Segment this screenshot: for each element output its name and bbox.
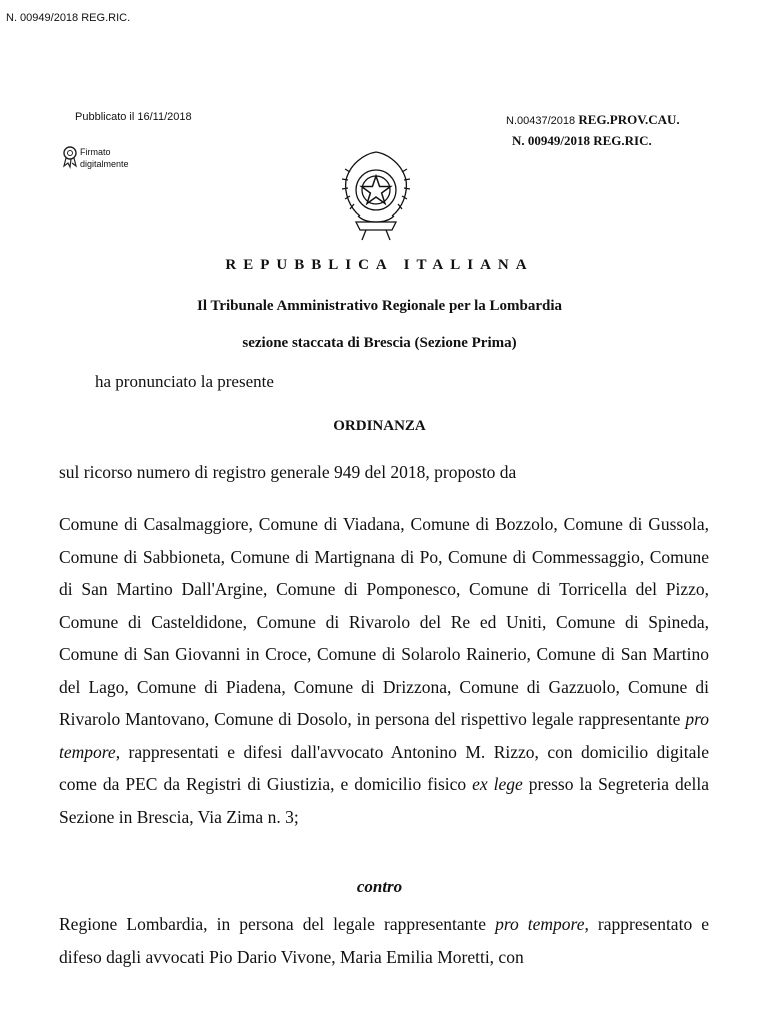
appellants-text-3: presso la Segreteria della Sezione in Brescia, Via Zima n. 3; xyxy=(59,774,710,827)
reg-ric-line xyxy=(506,131,680,151)
reg-prov-label: REG.PROV.CAU. xyxy=(578,112,680,127)
document-type: ORDINANZA xyxy=(333,418,426,434)
signature-line-1: Firmato xyxy=(80,147,111,157)
pro-tempore-italic: pro tempore xyxy=(59,709,710,762)
tribunal-heading: Il Tribunale Amministrativo Regionale per la Lombardia xyxy=(196,298,563,314)
appellants-text-1: Comune di Casalmaggiore, Comune di Viadana, Comune di Bozzolo, Comune di Gussola, Comune di Sabbioneta, Comune di Martignana di Po, Comune di Commessaggio, Comune di San Martino Dall'Argine, Comune di Pomponesco, Comune di Torricella del Pizzo, Comune di Casteldidone, Comune di Rivarolo del Re ed Uniti, Comune di Spineda, Comune di San Giovanni in Croce, Comune di Solarolo Rainerio, Comune di San Martino del Lago, Comune di Piadena, Comune di Drizzona, Comune di Gazzuolo, Comune di Rivarolo Mantovano, Comune di Dosolo, in persona del rispettivo legale rappresentante xyxy=(59,514,709,729)
republic-heading: REPUBBLICA ITALIANA xyxy=(225,257,534,273)
ex-lege-italic: ex lege xyxy=(472,774,523,794)
contro-heading: contro xyxy=(356,877,403,896)
pronounced-line: ha pronunciato la presente xyxy=(95,372,274,391)
respondent-paragraph xyxy=(59,908,709,973)
respondent-pro-tempore-italic: pro tempore xyxy=(495,914,585,934)
italian-republic-emblem-icon xyxy=(336,146,416,244)
reg-ric: N. 00949/2018 REG.RIC. xyxy=(512,133,652,148)
respondent-text-2: , rappresentato e difeso dagli avvocati Pio Dario Vivone, Maria Emilia Moretti, con xyxy=(59,914,710,967)
reg-prov-line: N.00437/2018 REG.PROV.CAU. xyxy=(506,112,680,127)
digital-signature-label xyxy=(80,146,129,170)
signature-line-2: digitalmente xyxy=(80,159,129,169)
reg-prov-number: N.00437 xyxy=(506,115,548,127)
top-reference: N. 00949/2018 REG.RIC. xyxy=(6,12,131,24)
appellants-text-2: , rappresentati e difesi dall'avvocato Antonino M. Rizzo, con domicilio digitale come da PEC da Registri di Giustizia, e domicilio fisico xyxy=(59,741,709,794)
appeal-intro: sul ricorso numero di registro generale 949 del 2018, proposto da xyxy=(59,462,517,482)
registry-block xyxy=(506,110,680,151)
reg-prov-year: 2018 xyxy=(550,115,576,127)
respondent-text-1: Regione Lombardia, in persona del legale rappresentante xyxy=(59,914,487,934)
section-heading: sezione staccata di Brescia (Sezione Prima) xyxy=(242,335,517,351)
appellants-paragraph xyxy=(59,508,709,833)
publication-date: Pubblicato il 16/11/2018 xyxy=(75,111,192,123)
